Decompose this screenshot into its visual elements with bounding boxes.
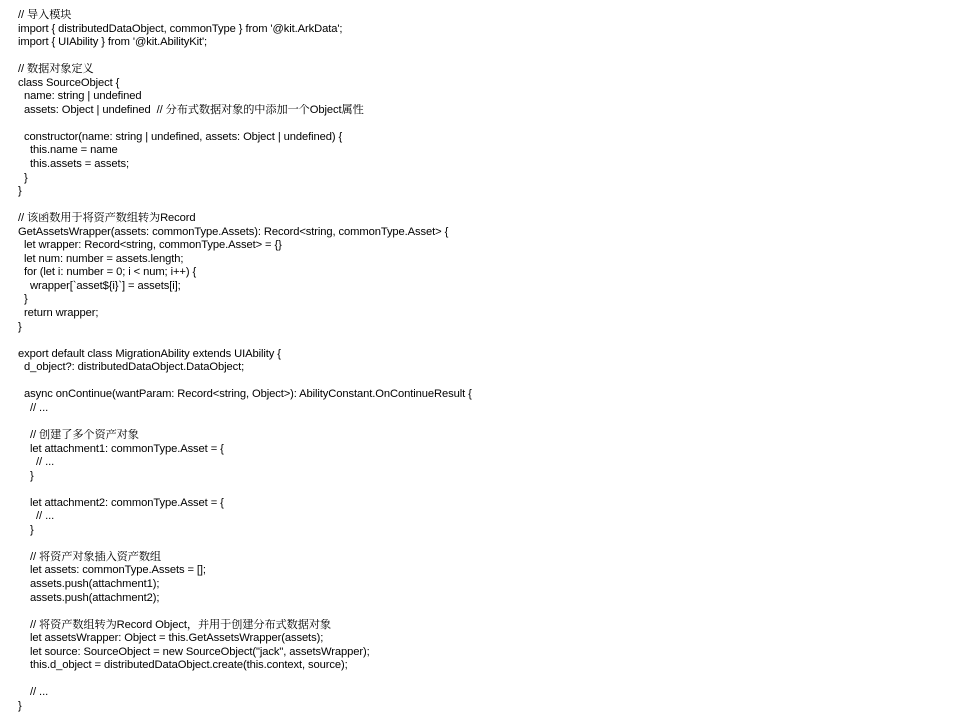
code-line: export default class MigrationAbility extends UIAbility { <box>18 347 281 360</box>
code-line <box>18 199 948 213</box>
code-line: import { UIAbility } from '@kit.AbilityKit'; <box>18 36 208 49</box>
code-line: // ... <box>18 510 55 523</box>
code-line: // 创建了多个资产对象 <box>18 428 139 441</box>
code-line: let assetsWrapper: Object = this.GetAssetsWrapper(assets); <box>18 632 324 645</box>
code-block <box>18 9 948 713</box>
code-line: // 导入模块 <box>18 9 72 21</box>
code-line: name: string | undefined <box>18 90 142 103</box>
code-line: let attachment1: commonType.Asset = { <box>18 442 224 455</box>
code-line: // 将资产数组转为Record Object，并用于创建分布式数据对象 <box>18 618 332 631</box>
code-line: } <box>18 185 22 198</box>
code-line <box>18 673 948 687</box>
code-line: this.name = name <box>18 144 118 157</box>
code-line: assets.push(attachment2); <box>18 591 160 604</box>
code-line <box>18 117 948 131</box>
code-line: // 将资产对象插入资产数组 <box>18 550 162 563</box>
code-line: } <box>18 171 28 184</box>
code-line: let assets: commonType.Assets = []; <box>18 564 206 577</box>
code-line: } <box>18 293 28 306</box>
code-line: assets: Object | undefined // 分布式数据对象的中添加一个Object属性 <box>18 103 364 116</box>
code-line: this.d_object = distributedDataObject.create(this.context, source); <box>18 659 348 672</box>
code-line: import { distributedDataObject, commonType } from '@kit.ArkData'; <box>18 22 343 35</box>
code-line: let wrapper: Record<string, commonType.Asset> = {} <box>18 239 282 252</box>
code-line <box>18 50 948 64</box>
code-line: } <box>18 699 22 712</box>
code-line: // ... <box>18 686 49 699</box>
code-line: GetAssetsWrapper(assets: commonType.Assets): Record<string, commonType.Asset> { <box>18 225 449 238</box>
code-line: // ... <box>18 456 55 469</box>
code-line: // 数据对象定义 <box>18 63 94 76</box>
code-line: assets.push(attachment1); <box>18 577 160 590</box>
code-line: class SourceObject { <box>18 76 120 89</box>
code-line: let attachment2: commonType.Asset = { <box>18 496 224 509</box>
code-line: wrapper[`asset${i}`] = assets[i]; <box>18 279 181 292</box>
code-line: for (let i: number = 0; i < num; i++) { <box>18 266 197 279</box>
code-line: } <box>18 469 34 482</box>
code-line: d_object?: distributedDataObject.DataObject; <box>18 361 245 374</box>
code-line <box>18 415 948 429</box>
code-line: async onContinue(wantParam: Record<string, Object>): AbilityConstant.OnContinueResult { <box>18 388 472 401</box>
code-line <box>18 334 948 348</box>
code-line: let source: SourceObject = new SourceObject("jack", assetsWrapper); <box>18 645 370 658</box>
code-line: return wrapper; <box>18 307 99 320</box>
code-line: this.assets = assets; <box>18 158 129 171</box>
code-line: // 该函数用于将资产数组转为Record <box>18 212 196 225</box>
code-line: } <box>18 320 22 333</box>
code-line <box>18 483 948 497</box>
code-line <box>18 537 948 551</box>
code-line: constructor(name: string | undefined, assets: Object | undefined) { <box>18 130 343 143</box>
code-line: } <box>18 523 34 536</box>
code-line <box>18 375 948 389</box>
code-line <box>18 605 948 619</box>
code-line: // ... <box>18 401 49 414</box>
code-line: let num: number = assets.length; <box>18 252 184 265</box>
